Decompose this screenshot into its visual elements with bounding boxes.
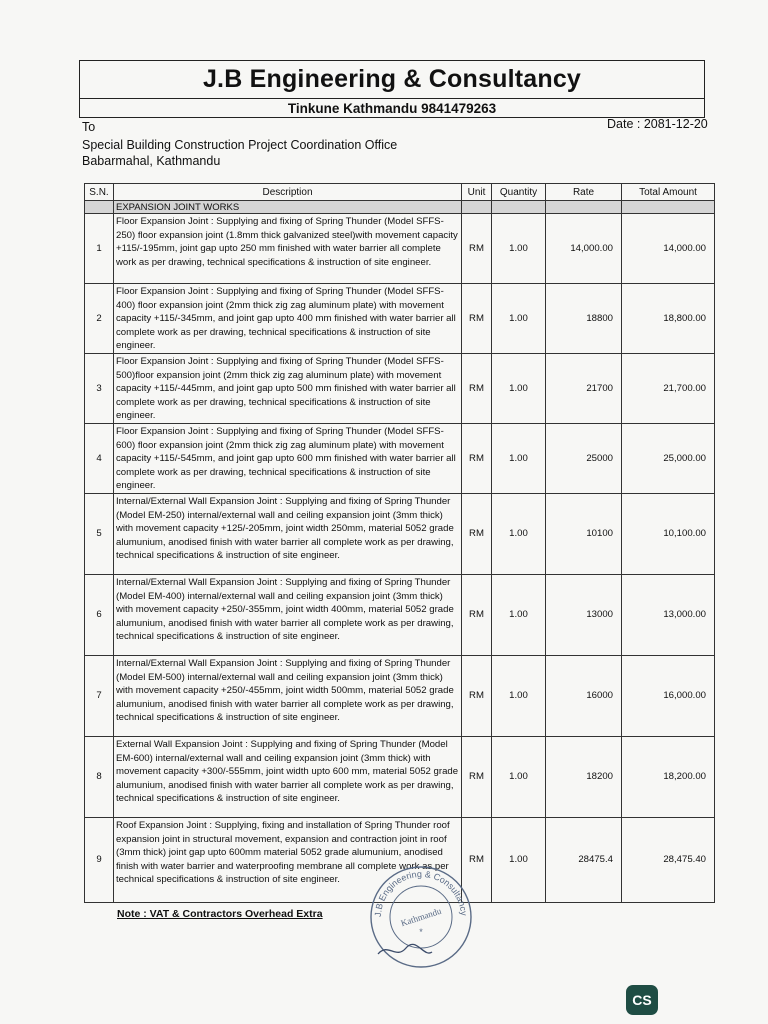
recipient-office: Special Building Construction Project Coordination Office [82, 138, 398, 152]
item-quantity: 1.00 [492, 493, 546, 574]
item-rate: 28475.4 [546, 817, 622, 902]
item-sn: 4 [85, 423, 114, 493]
item-unit: RM [462, 655, 492, 736]
recipient-block [82, 138, 397, 169]
item-unit: RM [462, 284, 492, 354]
table-row [85, 574, 715, 655]
item-quantity: 1.00 [492, 214, 546, 284]
company-name: J.B Engineering & Consultancy [202, 65, 582, 93]
item-unit: RM [462, 214, 492, 284]
item-sn: 6 [85, 574, 114, 655]
item-total: 10,100.00 [622, 493, 715, 574]
item-rate: 13000 [546, 574, 622, 655]
item-rate: 18800 [546, 284, 622, 354]
item-description: Floor Expansion Joint : Supplying and fixing of Spring Thunder (Model SFFS-500)floor expansion joint (2mm thick zig zag aluminum plate) with movement capacity +115/-445mm, and joint gap upto 500 mm finished with water barrier all complete work as per drawing, technical specifications & instruction of site engineer. [114, 353, 462, 423]
item-total: 18,200.00 [622, 736, 715, 817]
item-quantity: 1.00 [492, 736, 546, 817]
header-sn: S.N. [85, 184, 114, 201]
header-description: Description [114, 184, 462, 201]
item-quantity: 1.00 [492, 655, 546, 736]
item-unit: RM [462, 493, 492, 574]
table-header-row [85, 184, 715, 201]
item-unit: RM [462, 817, 492, 902]
section-title: EXPANSION JOINT WORKS [114, 201, 462, 214]
to-label: To [82, 120, 96, 134]
item-description: External Wall Expansion Joint : Supplying and fixing of Spring Thunder (Model EM-600) internal/external wall and ceiling expansion joint (3mm thick) with movement capacity +300/-555mm, joint width upto 600 mm, material 5052 grade alumunium, anodised finish with water barrier all complete work as per drawing, technical specifications & instruction of site engineer. [114, 736, 462, 817]
item-description: Roof Expansion Joint : Supplying, fixing and installation of Spring Thunder roof expansion joint in structural movement, expansion and contraction joint in roof (3mm thick) joint gap upto 600mm material 5052 grade alumunium, anodised finish with water barrier and waterproofing membrane all complete work as per technical specifications & instruction of site engineer. [114, 817, 462, 902]
item-total: 25,000.00 [622, 423, 715, 493]
table-row [85, 493, 715, 574]
item-unit: RM [462, 423, 492, 493]
table-row [85, 214, 715, 284]
cs-badge: CS [626, 985, 658, 1015]
item-total: 13,000.00 [622, 574, 715, 655]
item-unit: RM [462, 736, 492, 817]
item-quantity: 1.00 [492, 423, 546, 493]
item-rate: 21700 [546, 353, 622, 423]
table-row [85, 353, 715, 423]
item-description: Floor Expansion Joint : Supplying and fixing of Spring Thunder (Model SFFS-250) floor expansion joint (1.8mm thick galvanized steel)with movement capacity +115/-195mm, joint gap upto 250 mm finished with water barrier all complete work as per drawing, technical specifications & instruction of site engineer. [114, 214, 462, 284]
item-quantity: 1.00 [492, 574, 546, 655]
item-description: Internal/External Wall Expansion Joint : Supplying and fixing of Spring Thunder (Model EM-250) internal/external wall and ceiling expansion joint (3mm thick) with movement capacity +125/-205mm, joint width 250mm, material 5052 grade alumunium, anodised finish with water barrier all complete work as per drawing, technical specifications & instruction of site engineer. [114, 493, 462, 574]
item-sn: 3 [85, 353, 114, 423]
header-unit: Unit [462, 184, 492, 201]
header-quantity: Quantity [492, 184, 546, 201]
table-row [85, 655, 715, 736]
item-rate: 16000 [546, 655, 622, 736]
item-sn: 1 [85, 214, 114, 284]
item-total: 14,000.00 [622, 214, 715, 284]
item-description: Internal/External Wall Expansion Joint : Supplying and fixing of Spring Thunder (Model EM-400) internal/external wall and ceiling expansion joint (3mm thick) with movement capacity +250/-355mm, joint width 400mm, material 5052 grade alumunium, anodised finish with water barrier all complete work as per drawing, technical specifications & instruction of site engineer. [114, 574, 462, 655]
svg-text:J.B Engineering & Consultancy: J.B Engineering & Consultancy [372, 868, 470, 918]
item-rate: 14,000.00 [546, 214, 622, 284]
company-seal [366, 862, 476, 972]
letterhead [79, 60, 705, 118]
letterhead-divider [80, 98, 704, 99]
boq-table [84, 183, 715, 903]
item-quantity: 1.00 [492, 284, 546, 354]
letter-date: Date : 2081-12-20 [607, 117, 708, 131]
table-row [85, 284, 715, 354]
table-row [85, 736, 715, 817]
item-total: 18,800.00 [622, 284, 715, 354]
item-sn: 7 [85, 655, 114, 736]
footer-note: Note : VAT & Contractors Overhead Extra [117, 908, 323, 920]
item-sn: 5 [85, 493, 114, 574]
item-sn: 9 [85, 817, 114, 902]
item-quantity: 1.00 [492, 817, 546, 902]
item-sn: 8 [85, 736, 114, 817]
item-unit: RM [462, 353, 492, 423]
header-total: Total Amount [622, 184, 715, 201]
header-rate: Rate [546, 184, 622, 201]
item-description: Floor Expansion Joint : Supplying and fixing of Spring Thunder (Model SFFS-400) floor expansion joint (2mm thick zig zag aluminum plate) with movement capacity +115/-345mm, and joint gap upto 400 mm finished with water barrier all complete work as per drawing, technical specifications & instruction of site engineer. [114, 284, 462, 354]
item-quantity: 1.00 [492, 353, 546, 423]
item-rate: 10100 [546, 493, 622, 574]
item-total: 21,700.00 [622, 353, 715, 423]
item-sn: 2 [85, 284, 114, 354]
item-description: Internal/External Wall Expansion Joint : Supplying and fixing of Spring Thunder (Model EM-500) internal/external wall and ceiling expansion joint (3mm thick) with movement capacity +250/-455mm, joint width 500mm, material 5052 grade alumunium, anodised finish with water barrier all complete work as per drawing, technical specifications & instruction of site engineer. [114, 655, 462, 736]
item-rate: 25000 [546, 423, 622, 493]
item-rate: 18200 [546, 736, 622, 817]
svg-text:*: * [419, 927, 423, 937]
item-total: 16,000.00 [622, 655, 715, 736]
item-total: 28,475.40 [622, 817, 715, 902]
company-address: Tinkune Kathmandu 9841479263 [287, 101, 497, 116]
section-row [85, 201, 715, 214]
item-unit: RM [462, 574, 492, 655]
recipient-location: Babarmahal, Kathmandu [82, 153, 221, 168]
table-row [85, 423, 715, 493]
item-description: Floor Expansion Joint : Supplying and fixing of Spring Thunder (Model SFFS-600) floor expansion joint (2mm thick zig zag aluminum plate) with movement capacity +115/-545mm, and joint gap upto 600 mm finished with water barrier all complete work as per drawing, technical specifications & instruction of site engineer. [114, 423, 462, 493]
svg-text:Kathmandu: Kathmandu [399, 905, 443, 929]
